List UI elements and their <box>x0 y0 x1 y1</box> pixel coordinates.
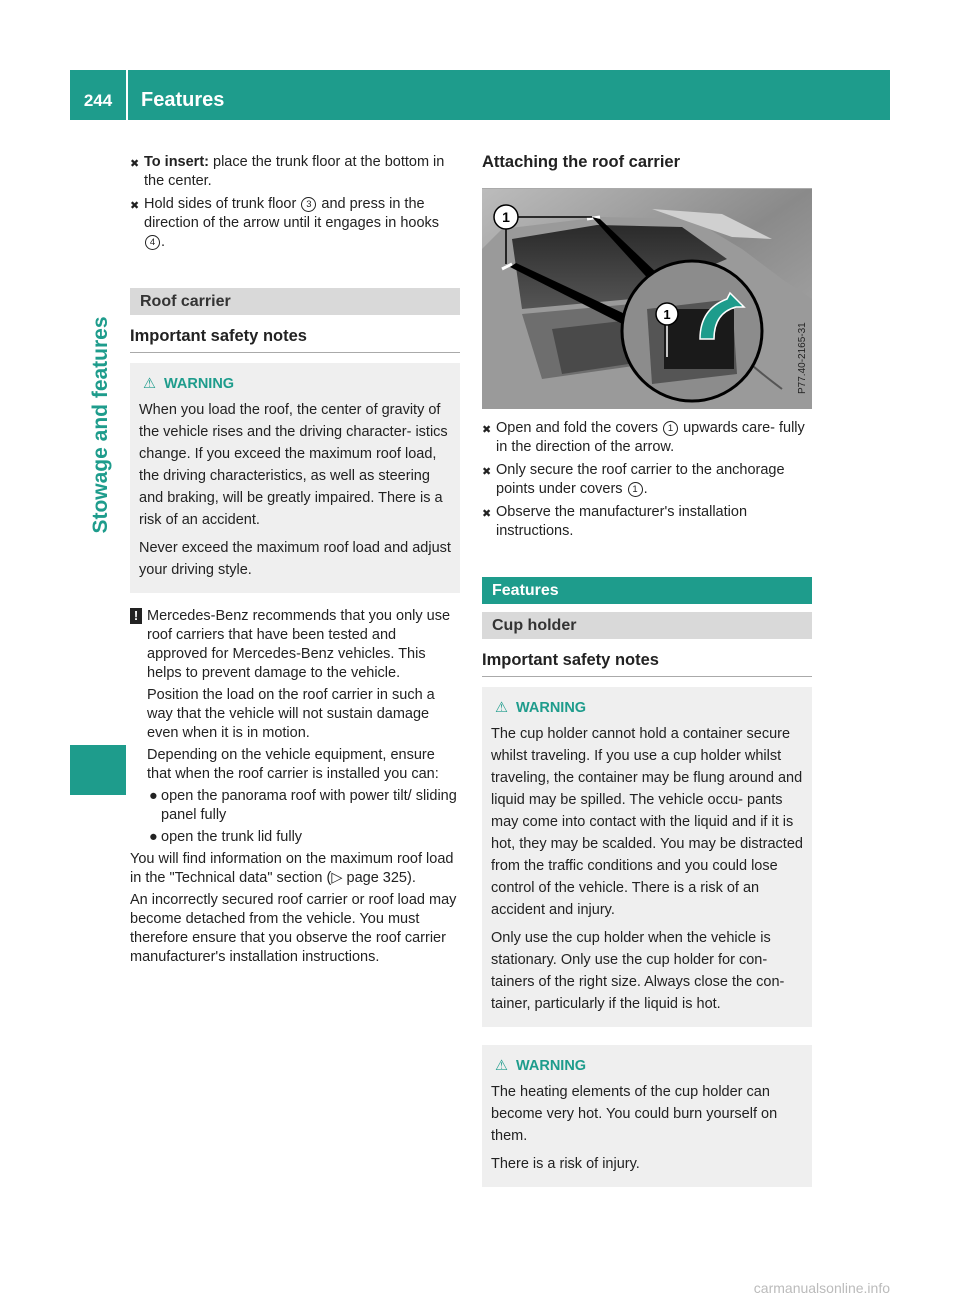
step-hold-sides: ✖ Hold sides of trunk floor 3 and press in the direction of the arrow until it engages in hooks 4 . <box>130 196 440 250</box>
header-divider <box>126 70 128 120</box>
warning-text: Only use the cup holder when the vehicle is stationary. Only use the cup holder for con- tainers of the right size. Always close the con- tainer, particularly if the liquid is hot. <box>491 930 785 1012</box>
warning-box <box>482 1045 812 1187</box>
callout-1-icon: 1 <box>663 421 678 436</box>
step-observe-instructions: ✖ Observe the manufacturer's installation instructions. <box>482 504 748 539</box>
subheading-safety-notes: Important safety notes <box>482 651 812 677</box>
svg-text:1: 1 <box>663 307 671 322</box>
sidebar-tab-marker <box>70 745 126 795</box>
step-arrow-icon: ✖ <box>130 158 140 170</box>
right-column <box>482 153 812 1187</box>
callout-3-icon: 3 <box>301 197 316 212</box>
notice-block: ! Mercedes-Benz recommends that you only use roof carriers that have been tested and approved for Mercedes-Benz vehicles. This helps to prevent damage to the vehicle. Position the load on the roof carrier in such a way that the vehicle will not sustain damage even when it is in motion. Depending on the vehicle equipment, ensure that when the roof carrier is installed you can: ● open the panorama roof with power tilt/ sliding panel fully ● open the trunk lid fully <box>130 607 460 847</box>
step-arrow-icon: ✖ <box>482 466 492 478</box>
step-secure-carrier: ✖ Only secure the roof carrier to the anchorage points under covers 1 . <box>482 462 785 497</box>
section-cup-holder: Cup holder <box>482 612 812 639</box>
warning-heading: ⚠ WARNING <box>491 1055 803 1077</box>
bullet-icon: ● <box>149 829 158 845</box>
page-title: Features <box>141 89 225 111</box>
page-number: 244 <box>83 91 113 110</box>
step-insert: ✖ To insert: place the trunk floor at the bottom in the center. <box>130 154 445 189</box>
info-paragraph: You will find information on the maximum roof load in the "Technical data" section (▷ page 325). <box>130 851 454 886</box>
warning-heading: ⚠ WARNING <box>491 697 803 719</box>
step-arrow-icon: ✖ <box>130 200 140 212</box>
section-roof-carrier: Roof carrier <box>130 288 460 315</box>
warning-box <box>482 687 812 1027</box>
roof-carrier-illustration <box>482 188 812 409</box>
step-open-covers: ✖ Open and fold the covers 1 upwards care- fully in the direction of the arrow. <box>482 420 805 455</box>
svg-text:1: 1 <box>502 209 510 225</box>
bullet-icon: ● <box>149 788 158 804</box>
warning-text: The heating elements of the cup holder can become very hot. You could burn yourself on them. <box>491 1084 778 1144</box>
footer-watermark: carmanualsonline.info <box>753 1280 890 1296</box>
list-item: ● open the trunk lid fully <box>149 829 303 845</box>
warning-triangle-icon: ⚠ <box>495 700 508 716</box>
page-ref-arrow-icon: ▷ <box>331 870 347 886</box>
warning-heading: ⚠ WARNING <box>139 373 451 395</box>
warning-triangle-icon: ⚠ <box>495 1058 508 1074</box>
heading-attaching-roof-carrier: Attaching the roof carrier <box>482 153 681 171</box>
callout-4-icon: 4 <box>145 235 160 250</box>
step-arrow-icon: ✖ <box>482 508 492 520</box>
warning-text: When you load the roof, the center of gravity of the vehicle rises and the driving character- istics change. If you exceed the maximum roof load, the driving characteristics, as well as steering and braking, will be greatly impaired. There is a risk of an accident. <box>139 402 448 528</box>
warning-box <box>130 363 460 593</box>
warning-triangle-icon: ⚠ <box>143 376 156 392</box>
page-reference-link[interactable]: page 325 <box>346 870 407 886</box>
left-column <box>130 153 460 967</box>
callout-1-icon: 1 <box>628 482 643 497</box>
sidebar-section-label: Stowage and features <box>89 316 112 534</box>
car-roof-image <box>482 189 812 409</box>
list-item: ● open the panorama roof with power tilt/ sliding panel fully <box>149 788 457 823</box>
subheading-safety-notes: Important safety notes <box>130 327 460 353</box>
figure-code: P77.40-2165-31 <box>797 322 808 394</box>
section-features: Features <box>482 577 812 604</box>
step-arrow-icon: ✖ <box>482 424 492 436</box>
warning-text: There is a risk of injury. <box>491 1156 640 1172</box>
info-paragraph: An incorrectly secured roof carrier or roof load may become detached from the vehicle. You must therefore ensure that you observe the roof carrier manufacturer's installation instructions. <box>130 892 457 965</box>
warning-text: The cup holder cannot hold a container secure whilst traveling. If you use a cup holder whilst traveling, the container may be flung around and liquid may be spilled. The vehicle occu- pants may come into contact with the liquid and if it is hot, they may be scalded. You may be distracted from the traffic conditions and you could lose control of the vehicle. There is a risk of an accident and injury. <box>491 726 803 918</box>
warning-text: Never exceed the maximum roof load and adjust your driving style. <box>139 540 451 578</box>
exclamation-icon: ! <box>130 608 142 624</box>
